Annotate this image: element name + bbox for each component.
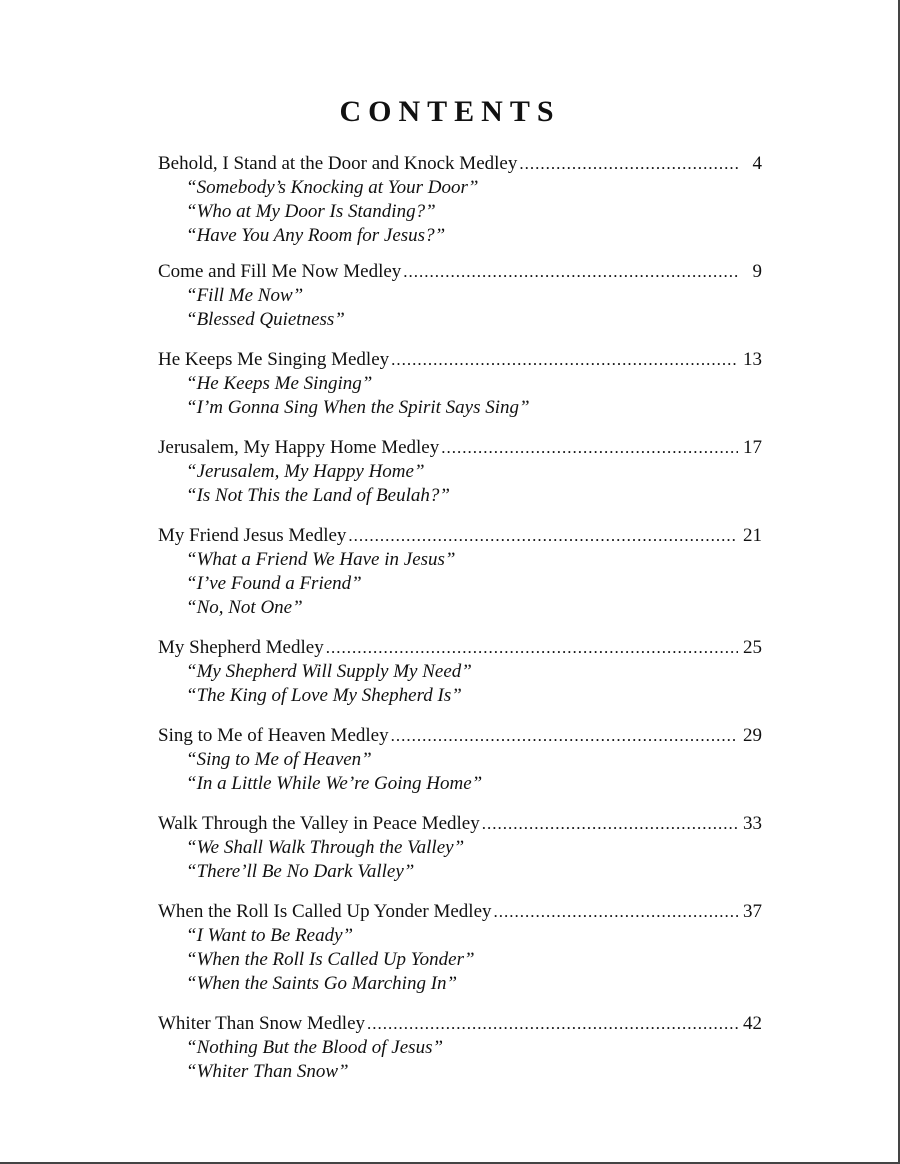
page-number: 17 xyxy=(743,437,762,458)
song-title: “My Shepherd Will Supply My Need” xyxy=(186,661,472,682)
song-title: “Who at My Door Is Standing?” xyxy=(186,201,436,222)
medley-title: Jerusalem, My Happy Home Medley xyxy=(158,437,440,458)
toc-entry xyxy=(158,524,762,620)
page-number: 29 xyxy=(743,725,762,746)
song-title: “Sing to Me of Heaven” xyxy=(186,749,372,770)
song-title: “What a Friend We Have in Jesus” xyxy=(186,549,456,570)
song-title: “No, Not One” xyxy=(186,597,303,618)
toc-entry-line xyxy=(158,1012,762,1036)
song-title: “There’ll Be No Dark Valley” xyxy=(186,861,415,882)
toc-entry xyxy=(158,900,762,996)
song-list xyxy=(158,548,762,620)
song-title: “In a Little While We’re Going Home” xyxy=(186,773,483,794)
song-title: “I’ve Found a Friend” xyxy=(186,573,362,594)
song-list xyxy=(158,924,762,996)
dot-leader xyxy=(391,348,738,372)
song-list xyxy=(158,748,762,796)
toc-entry xyxy=(158,812,762,884)
song-title: “Have You Any Room for Jesus?” xyxy=(186,225,446,246)
dot-leader xyxy=(367,1012,738,1036)
song-title: “Fill Me Now” xyxy=(186,285,304,306)
dot-leader xyxy=(391,724,738,748)
medley-title: My Friend Jesus Medley xyxy=(158,525,347,546)
toc-entry xyxy=(158,436,762,508)
song-title: “Blessed Quietness” xyxy=(186,309,345,330)
song-title: “Is Not This the Land of Beulah?” xyxy=(186,485,450,506)
song-title: “Jerusalem, My Happy Home” xyxy=(186,461,425,482)
toc-entry-line xyxy=(158,524,762,548)
song-title: “Somebody’s Knocking at Your Door” xyxy=(186,177,479,198)
medley-title: Walk Through the Valley in Peace Medley xyxy=(158,813,480,834)
medley-title: My Shepherd Medley xyxy=(158,637,324,658)
medley-title: When the Roll Is Called Up Yonder Medley xyxy=(158,901,492,922)
toc-entry xyxy=(158,152,762,248)
song-title: “I’m Gonna Sing When the Spirit Says Sing” xyxy=(186,397,530,418)
song-title: “He Keeps Me Singing” xyxy=(186,373,373,394)
dot-leader xyxy=(326,636,738,660)
song-title: “The King of Love My Shepherd Is” xyxy=(186,685,462,706)
page-title: CONTENTS xyxy=(339,95,561,129)
dot-leader xyxy=(348,524,738,548)
song-title: “Nothing But the Blood of Jesus” xyxy=(186,1037,444,1058)
toc-entry-line xyxy=(158,900,762,924)
song-list xyxy=(158,660,762,708)
song-list xyxy=(158,372,762,420)
table-of-contents xyxy=(158,152,762,1084)
toc-entry-line xyxy=(158,152,762,176)
dot-leader xyxy=(441,436,738,460)
medley-title: Behold, I Stand at the Door and Knock Medley xyxy=(158,153,518,174)
toc-entry xyxy=(158,348,762,420)
toc-entry xyxy=(158,724,762,796)
page-number: 4 xyxy=(752,153,762,174)
medley-title: Sing to Me of Heaven Medley xyxy=(158,725,389,746)
toc-entry-line xyxy=(158,636,762,660)
dot-leader xyxy=(519,152,738,176)
song-list xyxy=(158,176,762,248)
song-title: “We Shall Walk Through the Valley” xyxy=(186,837,465,858)
song-list xyxy=(158,836,762,884)
page-number: 21 xyxy=(743,525,762,546)
dot-leader xyxy=(403,260,738,284)
song-title: “When the Saints Go Marching In” xyxy=(186,973,458,994)
toc-entry-line xyxy=(158,348,762,372)
page-number: 13 xyxy=(743,349,762,370)
medley-title: Come and Fill Me Now Medley xyxy=(158,261,402,282)
dot-leader xyxy=(494,900,738,924)
page-number: 33 xyxy=(743,813,762,834)
toc-entry-line xyxy=(158,436,762,460)
song-list xyxy=(158,1036,762,1084)
song-title: “When the Roll Is Called Up Yonder” xyxy=(186,949,475,970)
song-title: “Whiter Than Snow” xyxy=(186,1061,349,1082)
song-list xyxy=(158,460,762,508)
song-list xyxy=(158,284,762,332)
toc-entry xyxy=(158,636,762,708)
toc-entry-line xyxy=(158,260,762,284)
toc-entry xyxy=(158,260,762,332)
medley-title: Whiter Than Snow Medley xyxy=(158,1013,366,1034)
song-title: “I Want to Be Ready” xyxy=(186,925,354,946)
page-number: 42 xyxy=(743,1013,762,1034)
toc-entry xyxy=(158,1012,762,1084)
page-number: 37 xyxy=(743,901,762,922)
toc-entry-line xyxy=(158,812,762,836)
toc-entry-line xyxy=(158,724,762,748)
dot-leader xyxy=(482,812,738,836)
page-number: 9 xyxy=(752,261,762,282)
page-number: 25 xyxy=(743,637,762,658)
medley-title: He Keeps Me Singing Medley xyxy=(158,349,390,370)
